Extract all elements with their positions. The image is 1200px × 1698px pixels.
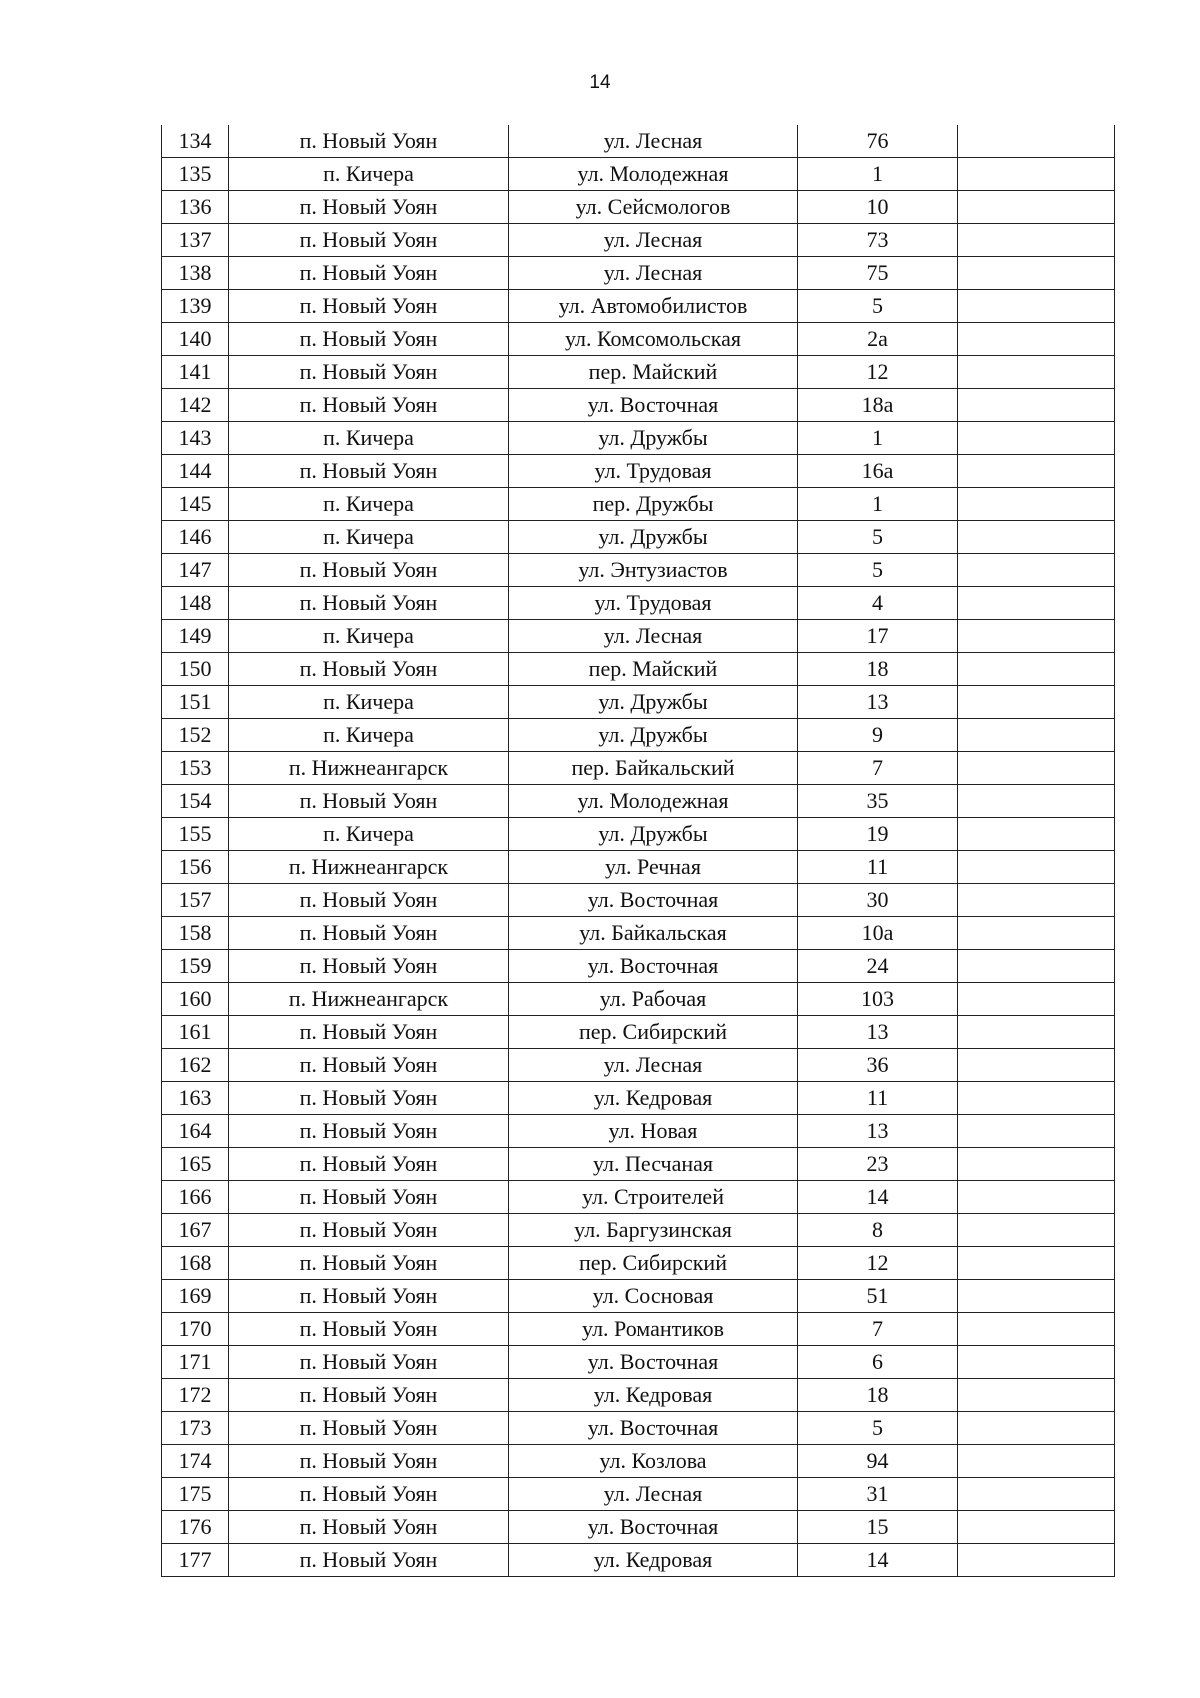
house-number-cell: 5 <box>798 554 958 587</box>
table-row <box>162 1181 1115 1214</box>
settlement-cell: п. Кичера <box>229 488 509 521</box>
house-number-cell: 2а <box>798 323 958 356</box>
table-row <box>162 356 1115 389</box>
street-cell: ул. Новая <box>509 1115 798 1148</box>
street-cell: ул. Кедровая <box>509 1544 798 1577</box>
row-number-cell: 158 <box>162 917 229 950</box>
street-cell: ул. Трудовая <box>509 455 798 488</box>
house-number-cell: 18а <box>798 389 958 422</box>
settlement-cell: п. Новый Уоян <box>229 224 509 257</box>
settlement-cell: п. Кичера <box>229 620 509 653</box>
settlement-cell: п. Кичера <box>229 422 509 455</box>
street-cell: пер. Байкальский <box>509 752 798 785</box>
settlement-cell: п. Новый Уоян <box>229 1247 509 1280</box>
table-row <box>162 554 1115 587</box>
empty-cell <box>958 224 1115 257</box>
street-cell: ул. Речная <box>509 851 798 884</box>
empty-cell <box>958 1115 1115 1148</box>
empty-cell <box>958 257 1115 290</box>
row-number-cell: 172 <box>162 1379 229 1412</box>
house-number-cell: 36 <box>798 1049 958 1082</box>
house-number-cell: 94 <box>798 1445 958 1478</box>
table-row <box>162 290 1115 323</box>
settlement-cell: п. Новый Уоян <box>229 1148 509 1181</box>
street-cell: ул. Восточная <box>509 1412 798 1445</box>
settlement-cell: п. Новый Уоян <box>229 1445 509 1478</box>
street-cell: пер. Сибирский <box>509 1247 798 1280</box>
street-cell: ул. Дружбы <box>509 521 798 554</box>
empty-cell <box>958 1346 1115 1379</box>
address-table <box>161 125 1115 1577</box>
settlement-cell: п. Новый Уоян <box>229 587 509 620</box>
row-number-cell: 177 <box>162 1544 229 1577</box>
settlement-cell: п. Кичера <box>229 686 509 719</box>
empty-cell <box>958 818 1115 851</box>
empty-cell <box>958 422 1115 455</box>
street-cell: ул. Сосновая <box>509 1280 798 1313</box>
settlement-cell: п. Новый Уоян <box>229 125 509 158</box>
row-number-cell: 175 <box>162 1478 229 1511</box>
table-row <box>162 1280 1115 1313</box>
settlement-cell: п. Кичера <box>229 158 509 191</box>
table-row <box>162 1445 1115 1478</box>
house-number-cell: 31 <box>798 1478 958 1511</box>
empty-cell <box>958 554 1115 587</box>
house-number-cell: 10а <box>798 917 958 950</box>
table-row <box>162 191 1115 224</box>
table-row <box>162 158 1115 191</box>
street-cell: ул. Лесная <box>509 257 798 290</box>
table-row <box>162 1214 1115 1247</box>
table-row <box>162 1016 1115 1049</box>
street-cell: ул. Молодежная <box>509 158 798 191</box>
house-number-cell: 4 <box>798 587 958 620</box>
house-number-cell: 13 <box>798 1016 958 1049</box>
street-cell: ул. Комсомольская <box>509 323 798 356</box>
house-number-cell: 10 <box>798 191 958 224</box>
street-cell: пер. Майский <box>509 356 798 389</box>
row-number-cell: 143 <box>162 422 229 455</box>
street-cell: ул. Лесная <box>509 620 798 653</box>
row-number-cell: 139 <box>162 290 229 323</box>
table-row <box>162 917 1115 950</box>
street-cell: ул. Лесная <box>509 224 798 257</box>
empty-cell <box>958 884 1115 917</box>
table-row <box>162 455 1115 488</box>
house-number-cell: 51 <box>798 1280 958 1313</box>
house-number-cell: 5 <box>798 290 958 323</box>
street-cell: пер. Сибирский <box>509 1016 798 1049</box>
house-number-cell: 14 <box>798 1544 958 1577</box>
table-row <box>162 1082 1115 1115</box>
empty-cell <box>958 158 1115 191</box>
settlement-cell: п. Новый Уоян <box>229 323 509 356</box>
house-number-cell: 73 <box>798 224 958 257</box>
row-number-cell: 142 <box>162 389 229 422</box>
street-cell: ул. Восточная <box>509 884 798 917</box>
empty-cell <box>958 1049 1115 1082</box>
house-number-cell: 30 <box>798 884 958 917</box>
house-number-cell: 7 <box>798 1313 958 1346</box>
settlement-cell: п. Новый Уоян <box>229 554 509 587</box>
table-row <box>162 587 1115 620</box>
row-number-cell: 145 <box>162 488 229 521</box>
empty-cell <box>958 752 1115 785</box>
house-number-cell: 5 <box>798 521 958 554</box>
table-row <box>162 1346 1115 1379</box>
street-cell: ул. Восточная <box>509 389 798 422</box>
house-number-cell: 103 <box>798 983 958 1016</box>
street-cell: ул. Автомобилистов <box>509 290 798 323</box>
settlement-cell: п. Новый Уоян <box>229 1544 509 1577</box>
street-cell: ул. Дружбы <box>509 686 798 719</box>
house-number-cell: 18 <box>798 653 958 686</box>
settlement-cell: п. Новый Уоян <box>229 1412 509 1445</box>
table-row <box>162 1544 1115 1577</box>
empty-cell <box>958 1379 1115 1412</box>
table-row <box>162 1148 1115 1181</box>
empty-cell <box>958 950 1115 983</box>
settlement-cell: п. Новый Уоян <box>229 1478 509 1511</box>
street-cell: ул. Трудовая <box>509 587 798 620</box>
table-row <box>162 1313 1115 1346</box>
street-cell: ул. Кедровая <box>509 1082 798 1115</box>
row-number-cell: 163 <box>162 1082 229 1115</box>
settlement-cell: п. Кичера <box>229 719 509 752</box>
empty-cell <box>958 587 1115 620</box>
settlement-cell: п. Кичера <box>229 521 509 554</box>
street-cell: ул. Дружбы <box>509 719 798 752</box>
street-cell: ул. Энтузиастов <box>509 554 798 587</box>
street-cell: ул. Байкальская <box>509 917 798 950</box>
street-cell: ул. Дружбы <box>509 818 798 851</box>
settlement-cell: п. Новый Уоян <box>229 455 509 488</box>
house-number-cell: 1 <box>798 158 958 191</box>
empty-cell <box>958 653 1115 686</box>
table-row <box>162 785 1115 818</box>
table-row <box>162 1412 1115 1445</box>
empty-cell <box>958 1280 1115 1313</box>
row-number-cell: 162 <box>162 1049 229 1082</box>
street-cell: ул. Сейсмологов <box>509 191 798 224</box>
street-cell: ул. Кедровая <box>509 1379 798 1412</box>
empty-cell <box>958 851 1115 884</box>
house-number-cell: 9 <box>798 719 958 752</box>
empty-cell <box>958 620 1115 653</box>
row-number-cell: 149 <box>162 620 229 653</box>
street-cell: ул. Восточная <box>509 950 798 983</box>
row-number-cell: 135 <box>162 158 229 191</box>
row-number-cell: 141 <box>162 356 229 389</box>
settlement-cell: п. Новый Уоян <box>229 884 509 917</box>
empty-cell <box>958 389 1115 422</box>
row-number-cell: 152 <box>162 719 229 752</box>
table-row <box>162 257 1115 290</box>
house-number-cell: 8 <box>798 1214 958 1247</box>
house-number-cell: 13 <box>798 1115 958 1148</box>
table-row <box>162 1478 1115 1511</box>
table-row <box>162 224 1115 257</box>
row-number-cell: 150 <box>162 653 229 686</box>
empty-cell <box>958 290 1115 323</box>
row-number-cell: 153 <box>162 752 229 785</box>
row-number-cell: 173 <box>162 1412 229 1445</box>
settlement-cell: п. Кичера <box>229 818 509 851</box>
empty-cell <box>958 1016 1115 1049</box>
empty-cell <box>958 785 1115 818</box>
settlement-cell: п. Новый Уоян <box>229 1511 509 1544</box>
house-number-cell: 75 <box>798 257 958 290</box>
settlement-cell: п. Новый Уоян <box>229 1115 509 1148</box>
house-number-cell: 7 <box>798 752 958 785</box>
row-number-cell: 148 <box>162 587 229 620</box>
row-number-cell: 165 <box>162 1148 229 1181</box>
house-number-cell: 14 <box>798 1181 958 1214</box>
settlement-cell: п. Нижнеангарск <box>229 752 509 785</box>
street-cell: ул. Восточная <box>509 1346 798 1379</box>
empty-cell <box>958 1478 1115 1511</box>
house-number-cell: 1 <box>798 422 958 455</box>
settlement-cell: п. Новый Уоян <box>229 1346 509 1379</box>
empty-cell <box>958 1511 1115 1544</box>
empty-cell <box>958 356 1115 389</box>
row-number-cell: 146 <box>162 521 229 554</box>
row-number-cell: 134 <box>162 125 229 158</box>
row-number-cell: 157 <box>162 884 229 917</box>
row-number-cell: 171 <box>162 1346 229 1379</box>
table-row <box>162 521 1115 554</box>
empty-cell <box>958 455 1115 488</box>
settlement-cell: п. Новый Уоян <box>229 356 509 389</box>
row-number-cell: 156 <box>162 851 229 884</box>
street-cell: пер. Дружбы <box>509 488 798 521</box>
settlement-cell: п. Новый Уоян <box>229 1082 509 1115</box>
house-number-cell: 17 <box>798 620 958 653</box>
table-row <box>162 884 1115 917</box>
house-number-cell: 35 <box>798 785 958 818</box>
house-number-cell: 1 <box>798 488 958 521</box>
row-number-cell: 159 <box>162 950 229 983</box>
empty-cell <box>958 917 1115 950</box>
table-row <box>162 686 1115 719</box>
table-row <box>162 752 1115 785</box>
settlement-cell: п. Новый Уоян <box>229 950 509 983</box>
empty-cell <box>958 1412 1115 1445</box>
street-cell: ул. Козлова <box>509 1445 798 1478</box>
settlement-cell: п. Новый Уоян <box>229 653 509 686</box>
street-cell: ул. Молодежная <box>509 785 798 818</box>
street-cell: ул. Лесная <box>509 1478 798 1511</box>
empty-cell <box>958 1313 1115 1346</box>
street-cell: ул. Баргузинская <box>509 1214 798 1247</box>
house-number-cell: 18 <box>798 1379 958 1412</box>
settlement-cell: п. Новый Уоян <box>229 1016 509 1049</box>
table-row <box>162 389 1115 422</box>
row-number-cell: 161 <box>162 1016 229 1049</box>
table-row <box>162 983 1115 1016</box>
street-cell: ул. Строителей <box>509 1181 798 1214</box>
table-row <box>162 818 1115 851</box>
table-row <box>162 1379 1115 1412</box>
street-cell: ул. Романтиков <box>509 1313 798 1346</box>
row-number-cell: 137 <box>162 224 229 257</box>
street-cell: пер. Майский <box>509 653 798 686</box>
row-number-cell: 174 <box>162 1445 229 1478</box>
row-number-cell: 144 <box>162 455 229 488</box>
table-row <box>162 1247 1115 1280</box>
empty-cell <box>958 1544 1115 1577</box>
row-number-cell: 138 <box>162 257 229 290</box>
empty-cell <box>958 1445 1115 1478</box>
street-cell: ул. Восточная <box>509 1511 798 1544</box>
settlement-cell: п. Новый Уоян <box>229 1181 509 1214</box>
row-number-cell: 155 <box>162 818 229 851</box>
settlement-cell: п. Новый Уоян <box>229 1313 509 1346</box>
row-number-cell: 166 <box>162 1181 229 1214</box>
house-number-cell: 15 <box>798 1511 958 1544</box>
settlement-cell: п. Новый Уоян <box>229 257 509 290</box>
empty-cell <box>958 1247 1115 1280</box>
house-number-cell: 24 <box>798 950 958 983</box>
row-number-cell: 168 <box>162 1247 229 1280</box>
empty-cell <box>958 521 1115 554</box>
settlement-cell: п. Новый Уоян <box>229 1214 509 1247</box>
empty-cell <box>958 719 1115 752</box>
table-row <box>162 1115 1115 1148</box>
table-row <box>162 653 1115 686</box>
table-row <box>162 1049 1115 1082</box>
empty-cell <box>958 125 1115 158</box>
table-row <box>162 620 1115 653</box>
empty-cell <box>958 686 1115 719</box>
row-number-cell: 160 <box>162 983 229 1016</box>
settlement-cell: п. Новый Уоян <box>229 1280 509 1313</box>
row-number-cell: 147 <box>162 554 229 587</box>
settlement-cell: п. Новый Уоян <box>229 191 509 224</box>
house-number-cell: 5 <box>798 1412 958 1445</box>
empty-cell <box>958 488 1115 521</box>
row-number-cell: 169 <box>162 1280 229 1313</box>
table-row <box>162 1511 1115 1544</box>
house-number-cell: 16а <box>798 455 958 488</box>
street-cell: ул. Дружбы <box>509 422 798 455</box>
house-number-cell: 13 <box>798 686 958 719</box>
empty-cell <box>958 1148 1115 1181</box>
page-number: 14 <box>589 72 611 93</box>
house-number-cell: 11 <box>798 851 958 884</box>
house-number-cell: 19 <box>798 818 958 851</box>
empty-cell <box>958 1082 1115 1115</box>
row-number-cell: 136 <box>162 191 229 224</box>
table-row <box>162 488 1115 521</box>
house-number-cell: 12 <box>798 1247 958 1280</box>
table-row <box>162 125 1115 158</box>
street-cell: ул. Лесная <box>509 125 798 158</box>
house-number-cell: 12 <box>798 356 958 389</box>
empty-cell <box>958 323 1115 356</box>
row-number-cell: 167 <box>162 1214 229 1247</box>
settlement-cell: п. Новый Уоян <box>229 785 509 818</box>
settlement-cell: п. Нижнеангарск <box>229 851 509 884</box>
row-number-cell: 140 <box>162 323 229 356</box>
settlement-cell: п. Новый Уоян <box>229 917 509 950</box>
settlement-cell: п. Новый Уоян <box>229 290 509 323</box>
row-number-cell: 170 <box>162 1313 229 1346</box>
table-row <box>162 323 1115 356</box>
empty-cell <box>958 983 1115 1016</box>
table-row <box>162 422 1115 455</box>
table-row <box>162 851 1115 884</box>
empty-cell <box>958 1214 1115 1247</box>
empty-cell <box>958 1181 1115 1214</box>
house-number-cell: 76 <box>798 125 958 158</box>
street-cell: ул. Лесная <box>509 1049 798 1082</box>
table-body <box>162 125 1115 1577</box>
table-row <box>162 719 1115 752</box>
house-number-cell: 6 <box>798 1346 958 1379</box>
row-number-cell: 151 <box>162 686 229 719</box>
empty-cell <box>958 191 1115 224</box>
street-cell: ул. Песчаная <box>509 1148 798 1181</box>
row-number-cell: 154 <box>162 785 229 818</box>
settlement-cell: п. Новый Уоян <box>229 1379 509 1412</box>
settlement-cell: п. Нижнеангарск <box>229 983 509 1016</box>
settlement-cell: п. Новый Уоян <box>229 389 509 422</box>
street-cell: ул. Рабочая <box>509 983 798 1016</box>
house-number-cell: 23 <box>798 1148 958 1181</box>
row-number-cell: 164 <box>162 1115 229 1148</box>
row-number-cell: 176 <box>162 1511 229 1544</box>
settlement-cell: п. Новый Уоян <box>229 1049 509 1082</box>
table-row <box>162 950 1115 983</box>
house-number-cell: 11 <box>798 1082 958 1115</box>
